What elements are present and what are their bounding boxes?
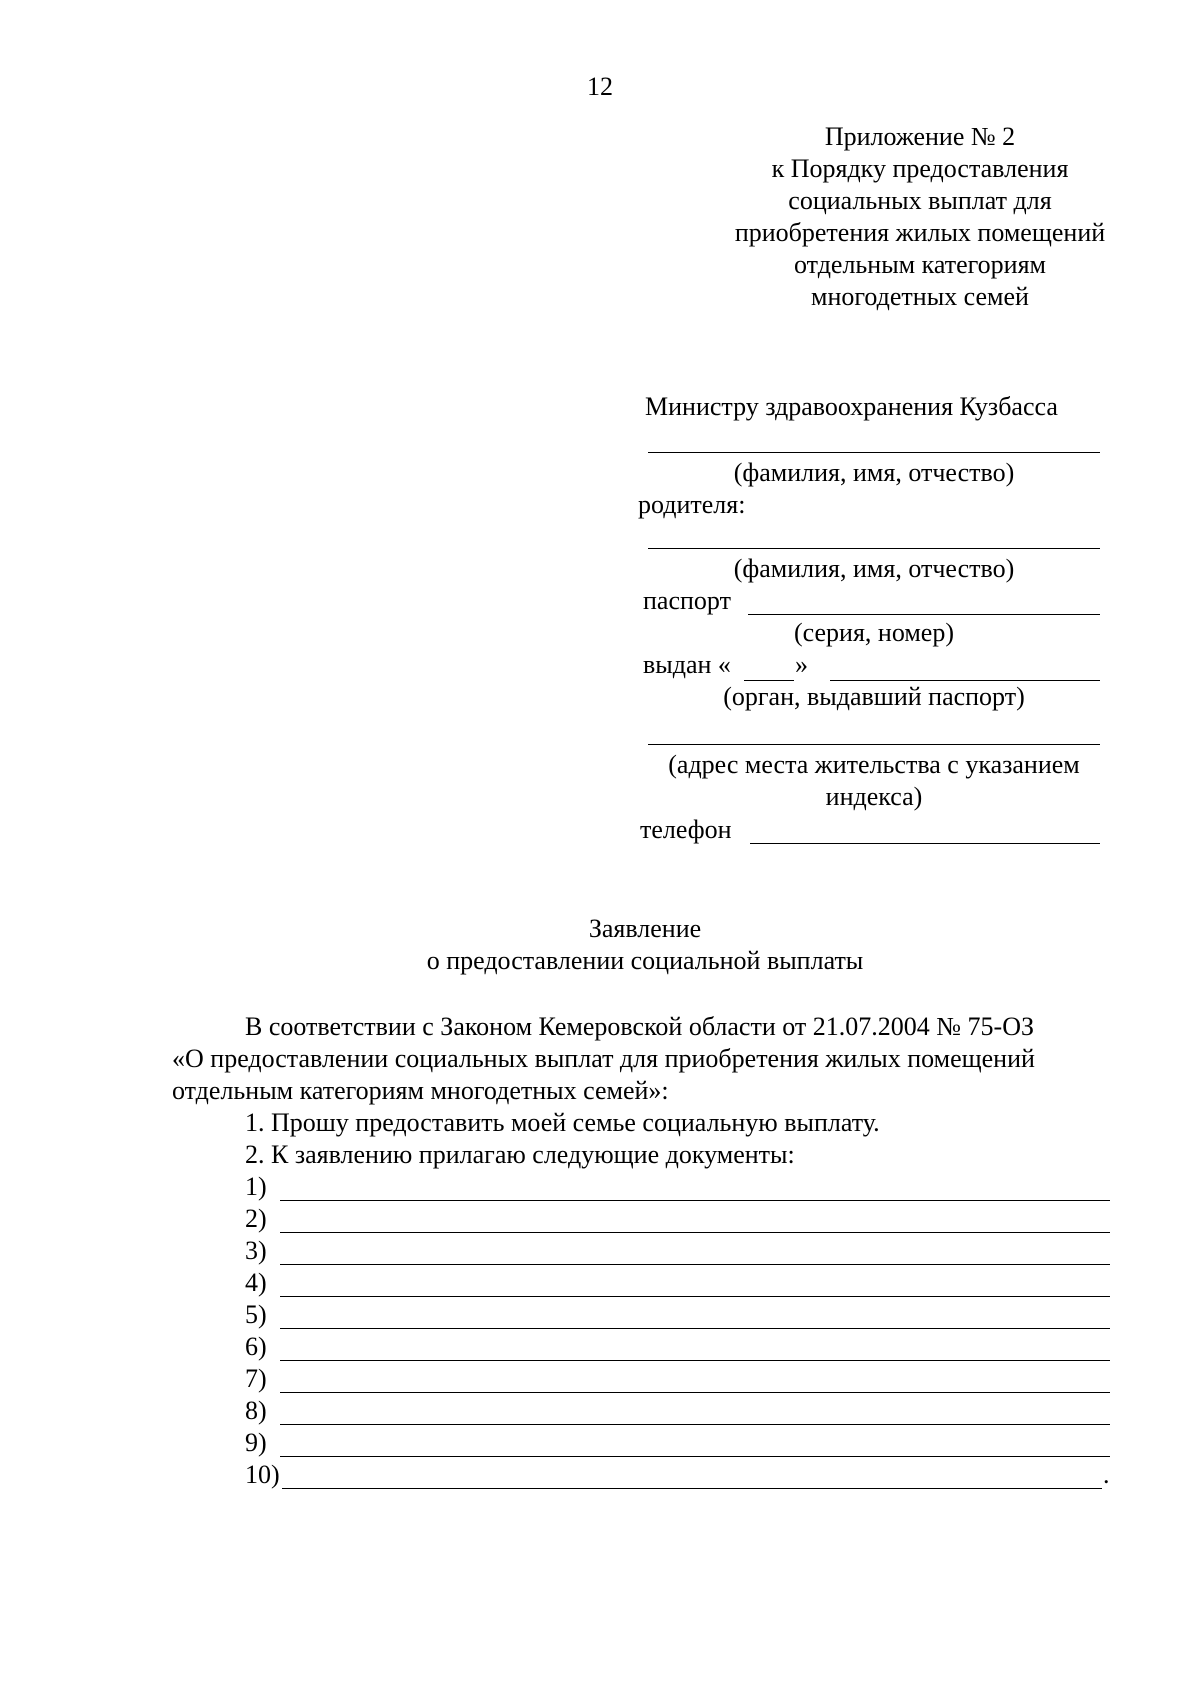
issued-label: выдан « <box>643 650 731 679</box>
statement-subtitle: о предоставлении социальной выплаты <box>426 946 864 975</box>
phone-field[interactable] <box>750 843 1100 844</box>
fio-line-parent[interactable] <box>648 548 1100 549</box>
address-caption-2: индекса) <box>825 782 923 811</box>
issuer-field[interactable] <box>830 680 1100 681</box>
parent-label: родителя: <box>638 490 746 519</box>
fio-line-minister[interactable] <box>648 452 1100 453</box>
fio-caption: (фамилия, имя, отчество) <box>733 554 1015 583</box>
doc-number: 10) <box>245 1460 280 1489</box>
statement-item-1: 1. Прошу предоставить моей семье социальную выплату. <box>245 1108 880 1137</box>
appendix-line: приобретения жилых помещений <box>734 218 1106 247</box>
statement-title: Заявление <box>588 914 702 943</box>
statement-para-1: В соответствии с Законом Кемеровской области от 21.07.2004 № 75-ОЗ <box>245 1012 1035 1041</box>
doc-field[interactable] <box>280 1392 1110 1393</box>
doc-field[interactable] <box>282 1488 1102 1489</box>
address-field[interactable] <box>648 744 1100 745</box>
doc-number: 9) <box>245 1428 267 1457</box>
appendix-line: отдельным категориям <box>794 250 1046 279</box>
fio-caption: (фамилия, имя, отчество) <box>733 458 1015 487</box>
issued-date-field[interactable] <box>744 680 794 681</box>
appendix-line: социальных выплат для <box>788 186 1052 215</box>
addressee-to: Министру здравоохранения Кузбасса <box>645 392 1058 421</box>
doc-number: 3) <box>245 1236 267 1265</box>
doc-number: 8) <box>245 1396 267 1425</box>
address-caption: (адрес места жительства с указанием <box>668 750 1080 779</box>
doc-field[interactable] <box>280 1424 1110 1425</box>
statement-para-2: «О предоставлении социальных выплат для приобретения жилых помещений <box>172 1044 1035 1073</box>
phone-label: телефон <box>640 815 732 844</box>
statement-item-2: 2. К заявлению прилагаю следующие документы: <box>245 1140 795 1169</box>
doc-number: 6) <box>245 1332 267 1361</box>
series-caption: (серия, номер) <box>794 618 954 647</box>
doc-field[interactable] <box>280 1264 1110 1265</box>
appendix-line: многодетных семей <box>811 282 1029 311</box>
doc-field[interactable] <box>280 1456 1110 1457</box>
page-number: 12 <box>587 72 613 101</box>
passport-label: паспорт <box>643 586 731 615</box>
doc-field[interactable] <box>280 1200 1110 1201</box>
doc-field[interactable] <box>280 1360 1110 1361</box>
issued-close-quote: » <box>795 650 808 679</box>
doc-number: 4) <box>245 1268 267 1297</box>
final-period: . <box>1103 1460 1110 1489</box>
doc-field[interactable] <box>280 1296 1110 1297</box>
issuer-caption: (орган, выдавший паспорт) <box>723 682 1025 711</box>
doc-number: 1) <box>245 1172 267 1201</box>
doc-field[interactable] <box>280 1328 1110 1329</box>
passport-field[interactable] <box>748 614 1100 615</box>
appendix-line: Приложение № 2 <box>824 122 1016 151</box>
doc-number: 2) <box>245 1204 267 1233</box>
doc-number: 5) <box>245 1300 267 1329</box>
statement-para-3: отдельным категориям многодетных семей»: <box>172 1076 669 1105</box>
appendix-line: к Порядку предоставления <box>771 154 1069 183</box>
doc-field[interactable] <box>280 1232 1110 1233</box>
doc-number: 7) <box>245 1364 267 1393</box>
